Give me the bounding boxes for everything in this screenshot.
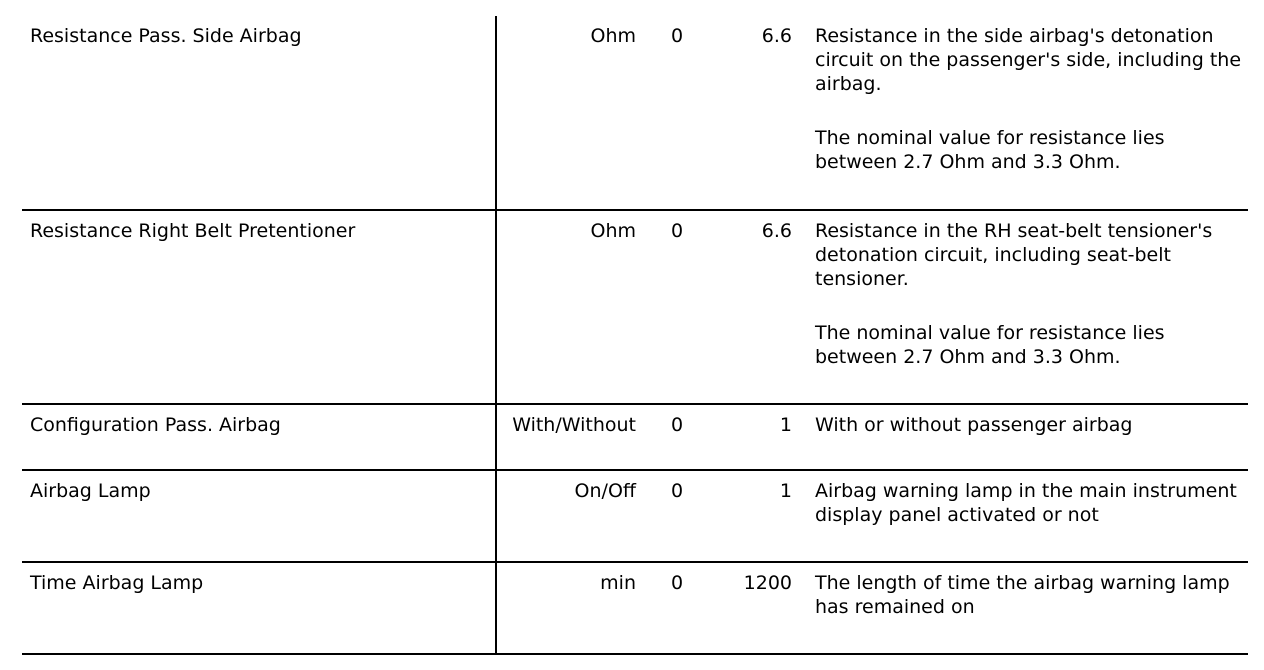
description-paragraph: Resistance in the RH seat-belt tensioner's detonation circuit, including seat-belt tensioner. xyxy=(815,220,1213,290)
parameter-max: 1200 xyxy=(743,572,792,594)
parameter-min: 0 xyxy=(670,25,684,47)
parameter-min: 0 xyxy=(670,572,684,594)
parameter-max: 1 xyxy=(779,480,792,502)
parameter-description xyxy=(815,24,1245,174)
parameter-description xyxy=(815,219,1245,369)
parameter-min: 0 xyxy=(670,220,684,242)
parameter-description xyxy=(815,413,1245,437)
table-row xyxy=(22,405,1248,471)
parameter-table xyxy=(22,16,1248,655)
parameter-description xyxy=(815,479,1245,527)
parameter-name: Airbag Lamp xyxy=(30,480,151,502)
parameter-max: 6.6 xyxy=(761,25,792,47)
parameter-unit: Ohm xyxy=(590,220,636,242)
parameter-name: Time Airbag Lamp xyxy=(30,572,204,594)
parameter-unit: min xyxy=(600,572,636,594)
parameter-unit: On/Off xyxy=(574,480,636,502)
parameter-unit: With/Without xyxy=(512,414,636,436)
parameter-name: Configuration Pass. Airbag xyxy=(30,414,281,436)
parameter-unit: Ohm xyxy=(590,25,636,47)
description-paragraph: With or without passenger airbag xyxy=(815,414,1133,436)
parameter-name: Resistance Right Belt Pretentioner xyxy=(30,220,356,242)
parameter-name: Resistance Pass. Side Airbag xyxy=(30,25,302,47)
description-paragraph: The length of time the airbag warning lamp has remained on xyxy=(815,572,1230,618)
description-paragraph: The nominal value for resistance lies between 2.7 Ohm and 3.3 Ohm. xyxy=(815,322,1165,368)
parameter-min: 0 xyxy=(670,480,684,502)
parameter-max: 1 xyxy=(779,414,792,436)
table-row xyxy=(22,563,1248,655)
table-row xyxy=(22,471,1248,563)
parameter-max: 6.6 xyxy=(761,220,792,242)
table-row xyxy=(22,211,1248,405)
description-paragraph: Resistance in the side airbag's detonation circuit on the passenger's side, including the airbag. xyxy=(815,25,1242,95)
parameter-min: 0 xyxy=(670,414,684,436)
table-row xyxy=(22,16,1248,211)
description-paragraph: The nominal value for resistance lies between 2.7 Ohm and 3.3 Ohm. xyxy=(815,127,1165,173)
parameter-description xyxy=(815,571,1245,619)
description-paragraph: Airbag warning lamp in the main instrument display panel activated or not xyxy=(815,480,1237,526)
